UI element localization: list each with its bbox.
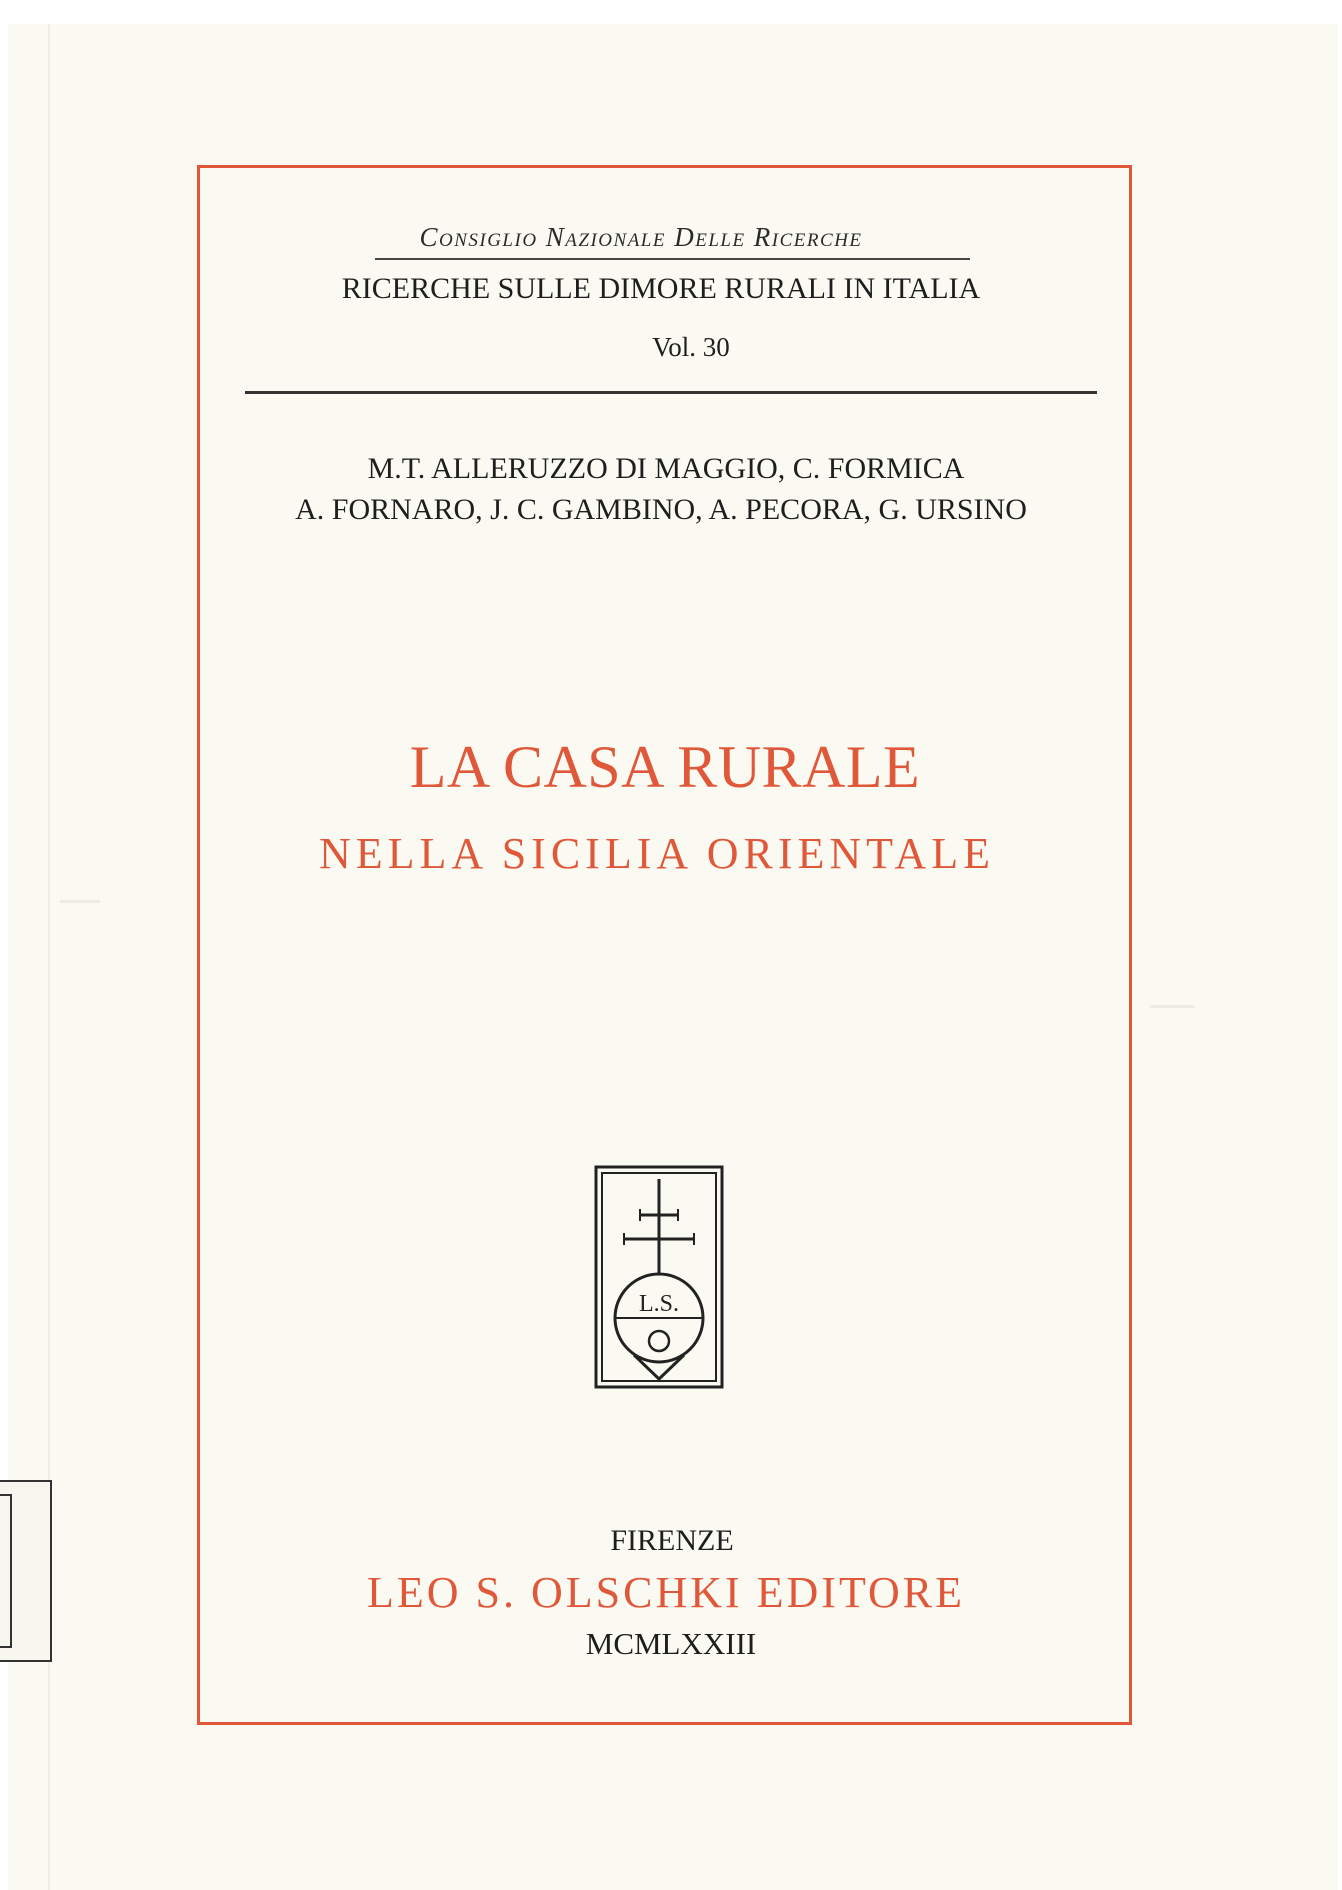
volume-number: Vol. 30 (652, 332, 730, 362)
publisher-city: FIRENZE (610, 1524, 734, 1557)
paper-mark (1150, 1005, 1195, 1008)
authors-line-1: M.T. ALLERUZZO DI MAGGIO, C. FORMICA (367, 452, 965, 485)
printer-mark-icon (594, 1165, 724, 1389)
header-divider (245, 391, 1097, 394)
institution-name: Consiglio Nazionale Delle Ricerche (419, 222, 863, 252)
book-title: LA CASA RURALE (409, 734, 921, 800)
authors-line-2: A. FORNARO, J. C. GAMBINO, A. PECORA, G. URSINO (295, 493, 1027, 526)
paper-mark (60, 900, 100, 903)
cover-frame (197, 165, 1132, 1725)
series-title: RICERCHE SULLE DIMORE RURALI IN ITALIA (341, 272, 981, 305)
printer-mark-letters: L.S. (638, 1291, 680, 1317)
publication-year: MCMLXXIII (585, 1626, 757, 1661)
institution-underline (375, 258, 970, 260)
publisher-name: LEO S. OLSCHKI EDITORE (366, 1568, 966, 1617)
book-subtitle: NELLA SICILIA ORIENTALE (318, 829, 996, 878)
